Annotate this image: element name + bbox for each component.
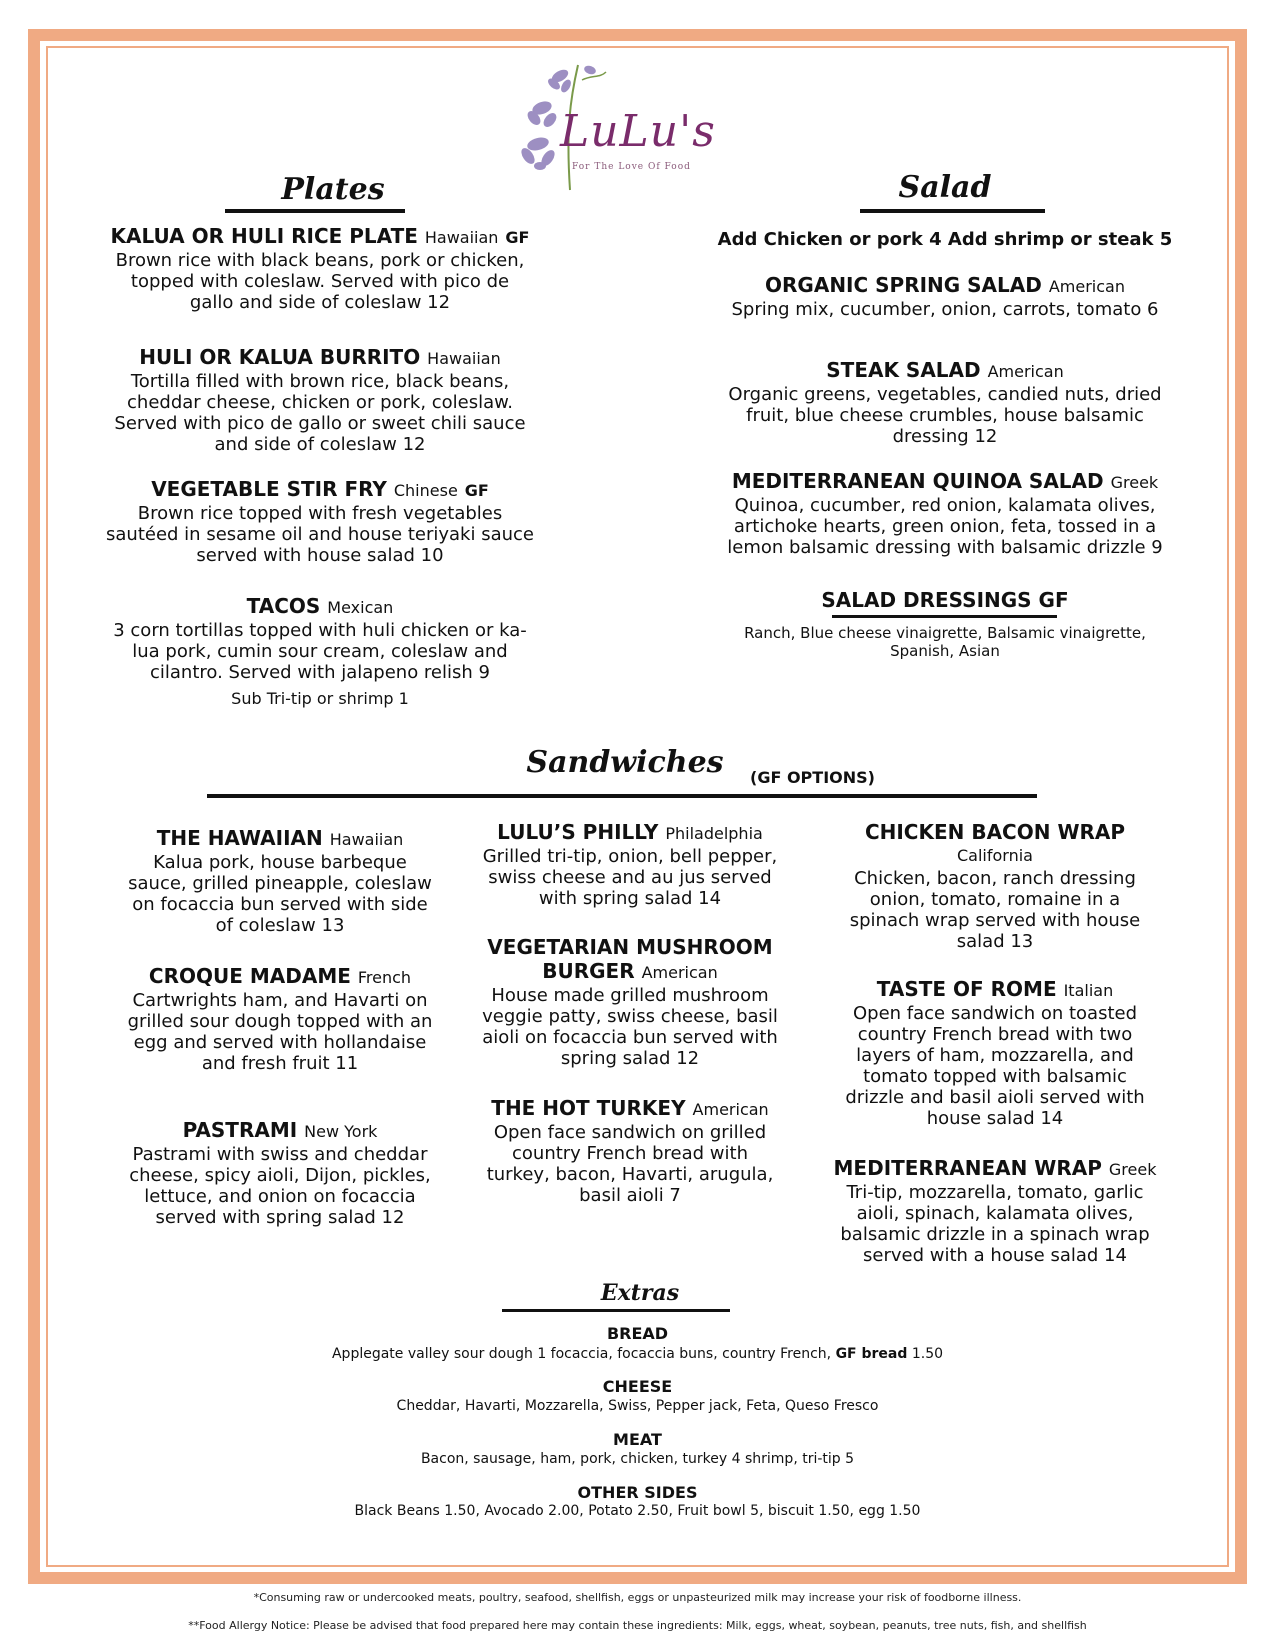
item-cuisine: Italian — [1063, 981, 1114, 1000]
item-cuisine: Mexican — [327, 598, 394, 617]
item-description: Open face sandwich on toasted country French bread with two layers of ham, mozzarella, and tomato topped with balsamic drizzle and basil aioli served with house salad 14 — [845, 1003, 1145, 1129]
item-cuisine: American — [692, 1100, 769, 1119]
allergy-notice: **Food Allergy Notice: Please be advised that food prepared here may contain these ingredients: Milk, eggs, wheat, soybean, peanuts, tree nuts, fish, and shellfish — [188, 1619, 1087, 1632]
item-description: Kalua pork, house barbeque sauce, grilled pineapple, coleslaw on focaccia bun served with side of coleslaw 13 — [128, 852, 432, 936]
salad-item — [700, 469, 1190, 558]
item-name: CHICKEN BACON WRAP — [864, 820, 1126, 844]
item-name: PASTRAMI — [182, 1118, 298, 1142]
item-description: Brown rice with black beans, pork or chicken, topped with coleslaw. Served with pico de gallo and side of coleslaw 12 — [115, 250, 525, 313]
sandwich-item — [100, 826, 460, 936]
item-name-cont: BURGER — [542, 959, 635, 983]
item-name: KALUA OR HULI RICE PLATE — [110, 224, 418, 248]
plate-item — [100, 594, 540, 708]
sandwich-item — [820, 977, 1170, 1129]
item-description: Tri-tip, mozzarella, tomato, garlic aioli, spinach, kalamata olives, balsamic drizzle in a spinach wrap served with a house salad 14 — [840, 1182, 1150, 1266]
item-name: TASTE OF ROME — [876, 977, 1057, 1001]
sandwiches-title: Sandwiches — [526, 745, 724, 780]
other-sides-heading: OTHER SIDES — [577, 1483, 698, 1502]
gf-badge: GF — [464, 481, 489, 500]
item-cuisine: New York — [304, 1122, 378, 1141]
gf-bread-label: GF bread — [835, 1346, 908, 1362]
gf-options-note: (GF OPTIONS) — [750, 768, 875, 787]
item-name: MEDITERRANEAN QUINOA SALAD — [731, 469, 1104, 493]
item-cuisine: Greek — [1108, 1160, 1157, 1179]
plate-item — [100, 477, 540, 566]
gf-badge: GF — [505, 228, 530, 247]
cheese-heading: CHEESE — [602, 1377, 673, 1396]
salad-dressings — [700, 588, 1190, 612]
sandwich-item — [820, 820, 1170, 952]
item-description: Brown rice topped with fresh vegetables sautéed in sesame oil and house teriyaki sauce served with house salad 10 — [106, 503, 534, 566]
item-cuisine: Hawaiian — [424, 228, 499, 247]
item-cuisine: Philadelphia — [665, 824, 763, 843]
dressings-title: SALAD DRESSINGS GF — [821, 588, 1069, 612]
item-description: Cartwrights ham, and Havarti on grilled sour dough topped with an egg and served with hollandaise and fresh fruit 11 — [127, 990, 433, 1074]
item-substitution: Sub Tri-tip or shrimp 1 — [231, 689, 409, 708]
item-name: VEGETABLE STIR FRY — [151, 477, 387, 501]
raw-food-warning: *Consuming raw or undercooked meats, poultry, seafood, shellfish, eggs or unpasteurized milk may increase your risk of foodborne illness. — [253, 1591, 1022, 1604]
logo-wordmark: LuLu's — [560, 106, 716, 157]
item-description: Tortilla filled with brown rice, black beans, cheddar cheese, chicken or pork, coleslaw. Served with pico de gallo or sweet chili sauce and side of coleslaw 12 — [114, 371, 526, 455]
item-name: LULU’S PHILLY — [497, 820, 659, 844]
salad-item — [700, 273, 1190, 320]
cheese-list: Cheddar, Havarti, Mozzarella, Swiss, Pepper jack, Feta, Queso Fresco — [396, 1398, 879, 1414]
item-description: Open face sandwich on grilled country French bread with turkey, bacon, Havarti, arugula, basil aioli 7 — [486, 1122, 774, 1206]
item-name: TACOS — [246, 594, 321, 618]
sandwiches-rule — [207, 794, 1037, 798]
item-name: HULI OR KALUA BURRITO — [139, 345, 421, 369]
item-name: STEAK SALAD — [826, 358, 988, 382]
item-cuisine: Chinese — [393, 481, 458, 500]
salad-item — [700, 358, 1190, 447]
logo-tagline: For The Love Of Food — [572, 162, 691, 172]
meat-heading: MEAT — [613, 1430, 662, 1449]
item-name: MEDITERRANEAN WRAP — [833, 1156, 1102, 1180]
plates-rule — [225, 209, 405, 213]
item-cuisine: American — [641, 963, 718, 982]
item-cuisine: American — [987, 362, 1064, 381]
item-description: Chicken, bacon, ranch dressing onion, tomato, romaine in a spinach wrap served with house salad 13 — [849, 868, 1141, 952]
item-description: Organic greens, vegetables, candied nuts, dried fruit, blue cheese crumbles, house balsamic dressing 12 — [728, 384, 1162, 447]
item-name: ORGANIC SPRING SALAD — [765, 273, 1042, 297]
item-description: 3 corn tortillas topped with huli chicken or ka- lua pork, cumin sour cream, coleslaw and cilantro. Served with jalapeno relish 9 — [113, 620, 527, 683]
sandwich-item — [465, 820, 795, 909]
sandwich-item — [465, 935, 795, 1069]
item-cuisine: Hawaiian — [427, 349, 501, 368]
salad-title: Salad — [898, 170, 992, 205]
bread-list: Applegate valley sour dough 1 focaccia, focaccia buns, country French, GF bread 1.50 — [331, 1346, 944, 1362]
extras-title: Extras — [600, 1280, 680, 1306]
restaurant-logo — [520, 60, 725, 200]
salad-addons: Add Chicken or pork 4 Add shrimp or steak 5 — [717, 229, 1173, 250]
item-cuisine: Greek — [1110, 473, 1159, 492]
sandwich-item — [465, 1096, 795, 1206]
plate-item — [100, 224, 540, 313]
dressings-rule — [832, 615, 1057, 618]
item-cuisine: French — [357, 968, 412, 987]
sandwich-item — [820, 1156, 1170, 1266]
item-description: House made grilled mushroom veggie patty, swiss cheese, basil aioli on focaccia bun served with spring salad 12 — [482, 985, 778, 1069]
item-cuisine: California — [957, 846, 1033, 865]
item-name: THE HAWAIIAN — [156, 826, 323, 850]
salad-rule — [860, 209, 1045, 213]
other-sides-list: Black Beans 1.50, Avocado 2.00, Potato 2.50, Fruit bowl 5, biscuit 1.50, egg 1.50 — [354, 1503, 921, 1519]
item-name: THE HOT TURKEY — [491, 1096, 686, 1120]
item-cuisine: Hawaiian — [329, 830, 404, 849]
item-cuisine: American — [1048, 277, 1125, 296]
item-description: Quinoa, cucumber, red onion, kalamata olives, artichoke hearts, green onion, feta, tossed in a lemon balsamic dressing with balsamic drizzle 9 — [727, 495, 1163, 558]
plates-title: Plates — [281, 172, 385, 207]
item-name: CROQUE MADAME — [148, 964, 351, 988]
extras-rule — [502, 1309, 730, 1312]
item-description: Pastrami with swiss and cheddar cheese, spicy aioli, Dijon, pickles, lettuce, and onion on focaccia served with spring salad 12 — [129, 1144, 431, 1228]
sandwich-item — [100, 1118, 460, 1228]
item-name: VEGETARIAN MUSHROOM — [487, 935, 773, 959]
plate-item — [100, 345, 540, 455]
sandwich-item — [100, 964, 460, 1074]
bread-heading: BREAD — [606, 1324, 669, 1343]
dressings-list: Ranch, Blue cheese vinaigrette, Balsamic vinaigrette, Spanish, Asian — [744, 624, 1146, 660]
meat-list: Bacon, sausage, ham, pork, chicken, turkey 4 shrimp, tri-tip 5 — [420, 1451, 855, 1467]
item-description: Grilled tri-tip, onion, bell pepper, swiss cheese and au jus served with spring salad 14 — [482, 846, 778, 909]
item-description: Spring mix, cucumber, onion, carrots, tomato 6 — [731, 299, 1159, 320]
